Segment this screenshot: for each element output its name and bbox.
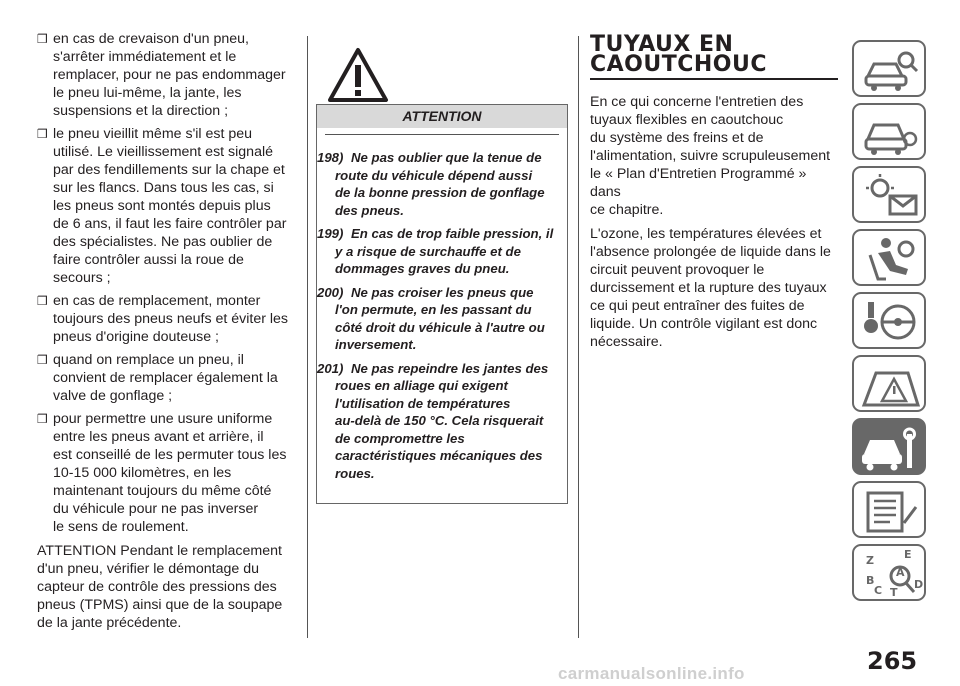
bullet-line: maintenant toujours du même côté	[53, 483, 272, 499]
bullet-line: valve de gonflage ;	[53, 388, 173, 404]
note-line: pneus (TPMS) ainsi que de la soupape	[37, 597, 283, 613]
bullet-line: faire contrôler aussi la roue de	[53, 252, 244, 268]
section-title	[590, 32, 840, 77]
warning-item-line: de la bonne pression de gonflage	[335, 185, 545, 200]
car-dashboard-icon	[860, 109, 920, 155]
warning-item	[317, 360, 565, 483]
warning-item	[317, 225, 565, 278]
warning-divider	[325, 134, 559, 135]
chapter-tab[interactable]	[852, 229, 926, 286]
section-title-line: TUYAUX EN	[590, 32, 734, 57]
note-line: d'un pneu, vérifier le démontage du	[37, 561, 259, 577]
bullet-line: les pneus sont montés depuis plus	[53, 198, 271, 214]
body-paragraph	[590, 93, 840, 219]
right-column	[590, 30, 840, 357]
chapter-tab[interactable]	[852, 292, 926, 349]
warning-item	[317, 284, 565, 354]
bullet-line: des spécialistes. Ne pas oublier de	[53, 234, 273, 250]
checkbox-bullet-icon: ❒	[37, 294, 48, 308]
bullet-line: pneus d'origine douteuse ;	[53, 329, 219, 345]
bullet-line: par des fendillements sur la chape et	[53, 162, 285, 178]
paragraph-line: le « Plan d'Entretien Programmé » dans	[590, 166, 807, 200]
checkbox-bullet-icon: ❒	[37, 412, 48, 426]
left-column	[37, 30, 299, 632]
bullet-item	[37, 351, 299, 405]
warning-item-line: En cas de trop faible pression, il	[351, 226, 554, 241]
warning-item-line: route du véhicule dépend aussi	[335, 167, 533, 183]
bullet-line: le pneu lui-même, la jante, les	[53, 85, 242, 101]
warning-triangle-icon	[327, 47, 389, 103]
bullet-line: 10-15 000 kilomètres, en les	[53, 465, 232, 481]
body-paragraph	[590, 225, 840, 351]
section-title-line: CAOUTCHOUC	[590, 52, 768, 77]
warning-items	[317, 149, 565, 488]
warning-item-line: au-delà de 150 °C. Cela risquerait	[335, 413, 544, 428]
bullet-line: en cas de crevaison d'un pneu,	[53, 31, 249, 47]
watermark: carmanualsonline.info	[558, 664, 745, 683]
bullet-line: convient de remplacer également la	[53, 370, 278, 386]
key-steering-icon	[860, 298, 920, 344]
road-warning-icon	[860, 361, 920, 407]
warning-item-line: Ne pas croiser les pneus que	[351, 284, 534, 300]
chapter-tab[interactable]	[852, 40, 926, 97]
warning-item-number: 200)	[317, 284, 344, 300]
bullet-line: du véhicule pour ne pas inverser	[53, 501, 259, 517]
bullet-line: est conseillé de les permuter tous les	[53, 447, 287, 463]
paragraph-line: En ce qui concerne l'entretien des	[590, 94, 804, 110]
chapter-tabs	[852, 40, 930, 607]
column-divider	[307, 36, 308, 638]
warning-item	[317, 149, 565, 219]
index-letter: C	[874, 584, 883, 597]
bullet-line: s'arrêter immédiatement et le	[53, 49, 237, 65]
chapter-tab[interactable]	[852, 166, 926, 223]
warning-item-line: Ne pas repeindre les jantes des	[351, 360, 549, 376]
paragraph-line: circuit peuvent provoquer le	[590, 262, 765, 278]
bullet-line: le sens de roulement.	[53, 519, 189, 535]
warning-item-number: 199)	[317, 226, 344, 241]
chapter-tab[interactable]	[852, 418, 926, 475]
chapter-tab[interactable]	[852, 481, 926, 538]
specifications-list-icon	[860, 487, 920, 533]
checkbox-bullet-icon: ❒	[37, 32, 48, 46]
bullet-line: toujours des pneus neufs et éviter les	[53, 311, 289, 327]
note-line: ATTENTION Pendant le remplacement	[37, 543, 282, 559]
paragraph-line: liquide. Un contrôle vigilant est donc	[590, 316, 818, 332]
bullet-item	[37, 292, 299, 346]
warning-item-line: roues.	[335, 465, 375, 481]
bullet-line: entre les pneus avant et arrière, il	[53, 429, 264, 445]
alphabetical-index-icon	[860, 548, 924, 599]
chapter-tab[interactable]	[852, 355, 926, 412]
warning-item-line: roues en alliage qui exigent	[335, 378, 508, 393]
attention-note	[37, 542, 299, 632]
warning-item-line: côté droit du véhicule à l'autre ou	[335, 319, 545, 335]
bullet-line: utilisé. Le vieillissement est signalé	[53, 144, 274, 160]
warning-heading: ATTENTION	[317, 105, 567, 128]
bullet-line: suspensions et la direction ;	[53, 103, 229, 119]
warning-item-line: l'on permute, en les passant du	[335, 302, 532, 317]
car-search-icon	[860, 46, 920, 92]
warning-item-number: 201)	[317, 360, 344, 376]
index-letter: T	[890, 586, 898, 599]
bullet-line: de 6 ans, il faut les faire contrôler par	[53, 216, 287, 232]
bullet-line: secours ;	[53, 270, 111, 286]
car-wrench-icon	[860, 424, 920, 470]
paragraph-line: L'ozone, les températures élevées et	[590, 226, 822, 242]
note-line: de la jante précédente.	[37, 615, 182, 631]
paragraph-line: durcissement et la rupture des tuyaux	[590, 280, 827, 296]
index-letter: Z	[866, 554, 874, 567]
bullet-line: quand on remplace un pneu, il	[53, 352, 244, 368]
warning-item-number: 198)	[317, 150, 344, 165]
paragraph-line: ce qui peut entraîner des fuites de	[590, 298, 805, 314]
warning-item-line: caractéristiques mécaniques des	[335, 448, 543, 463]
bullet-item	[37, 30, 299, 120]
title-underline	[590, 78, 838, 80]
paragraph-line: l'alimentation, suivre scrupuleusement	[590, 148, 831, 164]
bullet-line: pour permettre une usure uniforme	[53, 411, 273, 427]
section-body	[590, 93, 840, 351]
bullet-item	[37, 125, 299, 287]
paragraph-line: tuyaux flexibles en caoutchouc	[590, 112, 784, 128]
paragraph-line: l'absence prolongée de liquide dans le	[590, 244, 831, 260]
index-letter: E	[904, 548, 912, 561]
warning-item-line: Ne pas oublier que la tenue de	[351, 150, 542, 165]
warning-item-line: de compromettre les	[335, 430, 465, 446]
checkbox-bullet-icon: ❒	[37, 353, 48, 367]
warning-item-line: des pneus.	[335, 202, 404, 218]
bullet-line: en cas de remplacement, monter	[53, 293, 261, 309]
warning-box	[316, 104, 568, 504]
bullet-line: sur les flancs. Dans tous les cas, si	[53, 180, 274, 196]
paragraph-line: nécessaire.	[590, 334, 663, 350]
index-letter: B	[866, 574, 875, 587]
chapter-tab[interactable]	[852, 103, 926, 160]
bullet-item	[37, 410, 299, 536]
chapter-tab[interactable]	[852, 544, 926, 601]
page-number: 265	[867, 647, 918, 675]
bullet-line: remplacer, pour ne pas endommager	[53, 67, 286, 83]
checkbox-bullet-icon: ❒	[37, 127, 48, 141]
warning-lights-icon	[860, 172, 920, 218]
warning-item-line: y a risque de surchauffe et de	[335, 243, 521, 259]
airbag-seat-icon	[860, 235, 920, 281]
column-divider	[578, 36, 579, 638]
warning-item-line: dommages graves du pneu.	[335, 261, 510, 276]
paragraph-line: ce chapitre.	[590, 202, 664, 218]
bullet-line: le pneu vieillit même s'il est peu	[53, 126, 253, 142]
index-letter: D	[914, 578, 924, 591]
warning-item-line: inversement.	[335, 337, 417, 352]
warning-item-line: l'utilisation de températures	[335, 395, 511, 411]
index-letter: A	[896, 566, 905, 579]
note-line: capteur de contrôle des pressions des	[37, 579, 277, 595]
paragraph-line: du système des freins et de	[590, 130, 764, 146]
